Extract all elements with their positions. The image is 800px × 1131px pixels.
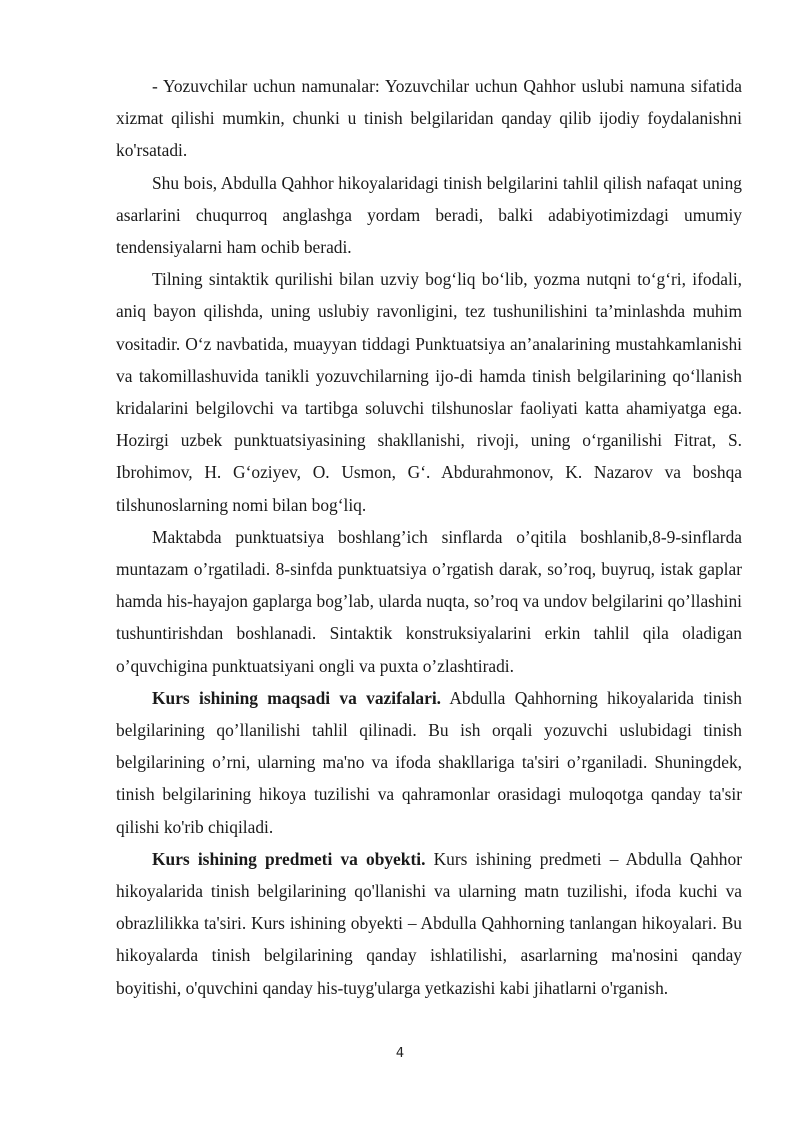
- paragraph-analysis-importance: [116, 167, 742, 264]
- paragraph-text: Tilning sintaktik qurilishi bilan uzviy bog‘liq bo‘lib, yozma nutqni to‘g‘ri, ifodali, aniq bayon qilishda, uning uslubiy ravonligini, tez tushunilishini ta’minlashda muhim vositadir. O‘z navbatida, muayyan tiddagi Punktuatsiya an’analarining mustahkamlanishi va takomillashuvida tanikli yozuvchilarning ijo-di hamda tinish belgilarining qo‘llanish kridalarini belgilovchi va tartibga soluvchi tilshunoslar faoliyati katta ahamiyatga ega. Hozirgi uzbek punktuatsiyasining shakllanishi, rivoji, uning o‘rganilishi Fitrat, S. Ibrohimov, H. G‘oziyev, O. Usmon, G‘. Abdurahmonov, K. Nazarov va boshqa tilshunoslarning nomi bilan bog‘liq.: [116, 269, 742, 515]
- paragraph-punctuation-history: [116, 263, 742, 521]
- paragraph-heading: Kurs ishining predmeti va obyekti.: [152, 848, 426, 869]
- page-number: 4: [395, 1046, 405, 1061]
- paragraph-text: Abdulla Qahhorning hikoyalarida tinish belgilarining qo’llanilishi tahlil qilinadi. Bu ish orqali yozuvchi uslubidagi tinish belgilarining o’rni, ularning ma'no va ifoda shakllariga ta'siri o’rganiladi. Shuningdek, tinish belgilarining hikoya tuzilishi va qahramonlar orasidagi muloqotga qanday ta'sir qilishi ko'rib chiqiladi.: [116, 687, 742, 837]
- paragraph-subject-object: [116, 843, 742, 1004]
- paragraph-text: Kurs ishining predmeti – Abdulla Qahhor hikoyalarida tinish belgilarining qo'llanishi va ularning matn tuzilishi, ifoda kuchi va obrazlilikka ta'siri. Kurs ishining obyekti – Abdulla Qahhorning tanlangan hikoyalari. Bu hikoyalarda tinish belgilarining qanday ishlatilishi, asarlarning ma'nosini qanday boyitishi, o'quvchini qanday his-tuyg'ularga yetkazishi kabi jihatlarni o'rganish.: [116, 848, 742, 998]
- paragraph-heading: Kurs ishining maqsadi va vazifalari.: [152, 687, 441, 708]
- document-page: [116, 70, 742, 1004]
- paragraph-writers-examples: [116, 70, 742, 167]
- paragraph-school-punctuation: [116, 521, 742, 682]
- paragraph-text: - Yozuvchilar uchun namunalar: Yozuvchilar uchun Qahhor uslubi namuna sifatida xizmat qilishi mumkin, chunki u tinish belgilaridan qanday qilib ijodiy foydalanishni ko'rsatadi.: [116, 76, 742, 161]
- paragraph-text: Shu bois, Abdulla Qahhor hikoyalaridagi tinish belgilarini tahlil qilish nafaqat uning asarlarini chuqurroq anglashga yordam beradi, balki adabiyotimizdagi umumiy tendensiyalarni ham ochib beradi.: [116, 172, 742, 258]
- paragraph-goals-tasks: [116, 682, 742, 843]
- paragraph-text: Maktabda punktuatsiya boshlang’ich sinflarda o’qitila boshlanib,8-9-sinflarda muntazam o’rgatiladi. 8-sinfda punktuatsiya o’rgatish darak, so’roq, buyruq, istak gaplar hamda his-hayajon gaplarga bog’lab, ularda nuqta, so’roq va undov belgilarini qo’llashini tushuntirishdan boshlanadi. Sintaktik konstruksiyalarini erkin tahlil qila oladigan o’quvchigina punktuatsiyani ongli va puxta o’zlashtiradi.: [116, 526, 742, 676]
